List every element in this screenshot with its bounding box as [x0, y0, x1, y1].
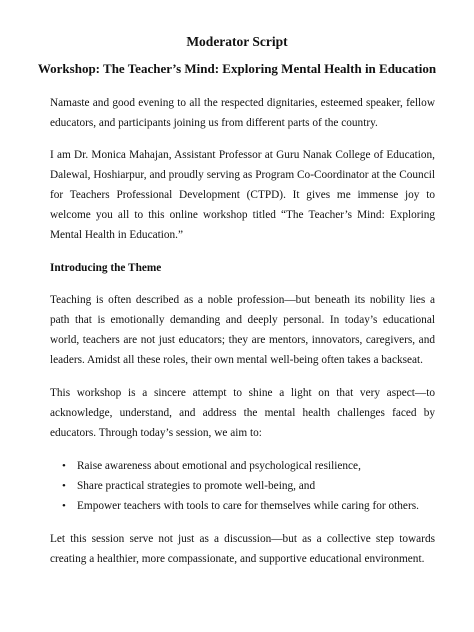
document-title: Moderator Script [186, 34, 288, 49]
bullet-icon: • [62, 500, 66, 512]
list-item [50, 456, 435, 476]
aims-list [50, 456, 435, 516]
bullet-icon: • [62, 460, 66, 472]
list-item-text: Empower teachers with tools to care for themselves while caring for others. [77, 500, 419, 512]
list-item-text: Raise awareness about emotional and psychological resilience, [77, 460, 361, 472]
list-item [50, 496, 435, 516]
list-item [50, 476, 435, 496]
workshop-aim-paragraph: This workshop is a sincere attempt to shine a light on that very aspect—to acknowledge, understand, and address the mental health challenges faced by educators. Through today’s session, we aim to: [50, 387, 435, 439]
theme-paragraph: Teaching is often described as a noble profession—but beneath its nobility lies a path that is emotionally demanding and deeply personal. In today’s educational world, teachers are not just educators; they are mentors, innovators, caregivers, and leaders. Amidst all these roles, their own mental well-being often takes a backseat. [50, 294, 435, 366]
workshop-title: Workshop: The Teacher’s Mind: Exploring Mental Health in Education [37, 61, 437, 76]
closing-paragraph: Let this session serve not just as a discussion—but as a collective step towards creating a healthier, more compassionate, and supportive educational environment. [50, 533, 435, 565]
list-item-text: Share practical strategies to promote well-being, and [77, 480, 316, 492]
section-heading: Introducing the Theme [50, 262, 162, 274]
document-body [50, 93, 435, 569]
introduction-paragraph: I am Dr. Monica Mahajan, Assistant Professor at Guru Nanak College of Education, Dalewal, Hoshiarpur, and proudly serving as Program Co-Coordinator at the Council for Teachers Professional Development (CTPD). It gives me immense joy to welcome you all to this online workshop titled “The Teacher’s Mind: Exploring Mental Health in Education.” [50, 149, 435, 241]
bullet-icon: • [62, 480, 66, 492]
greeting-paragraph: Namaste and good evening to all the respected dignitaries, esteemed speaker, fellow educators, and participants joining us from different parts of the country. [50, 97, 435, 129]
